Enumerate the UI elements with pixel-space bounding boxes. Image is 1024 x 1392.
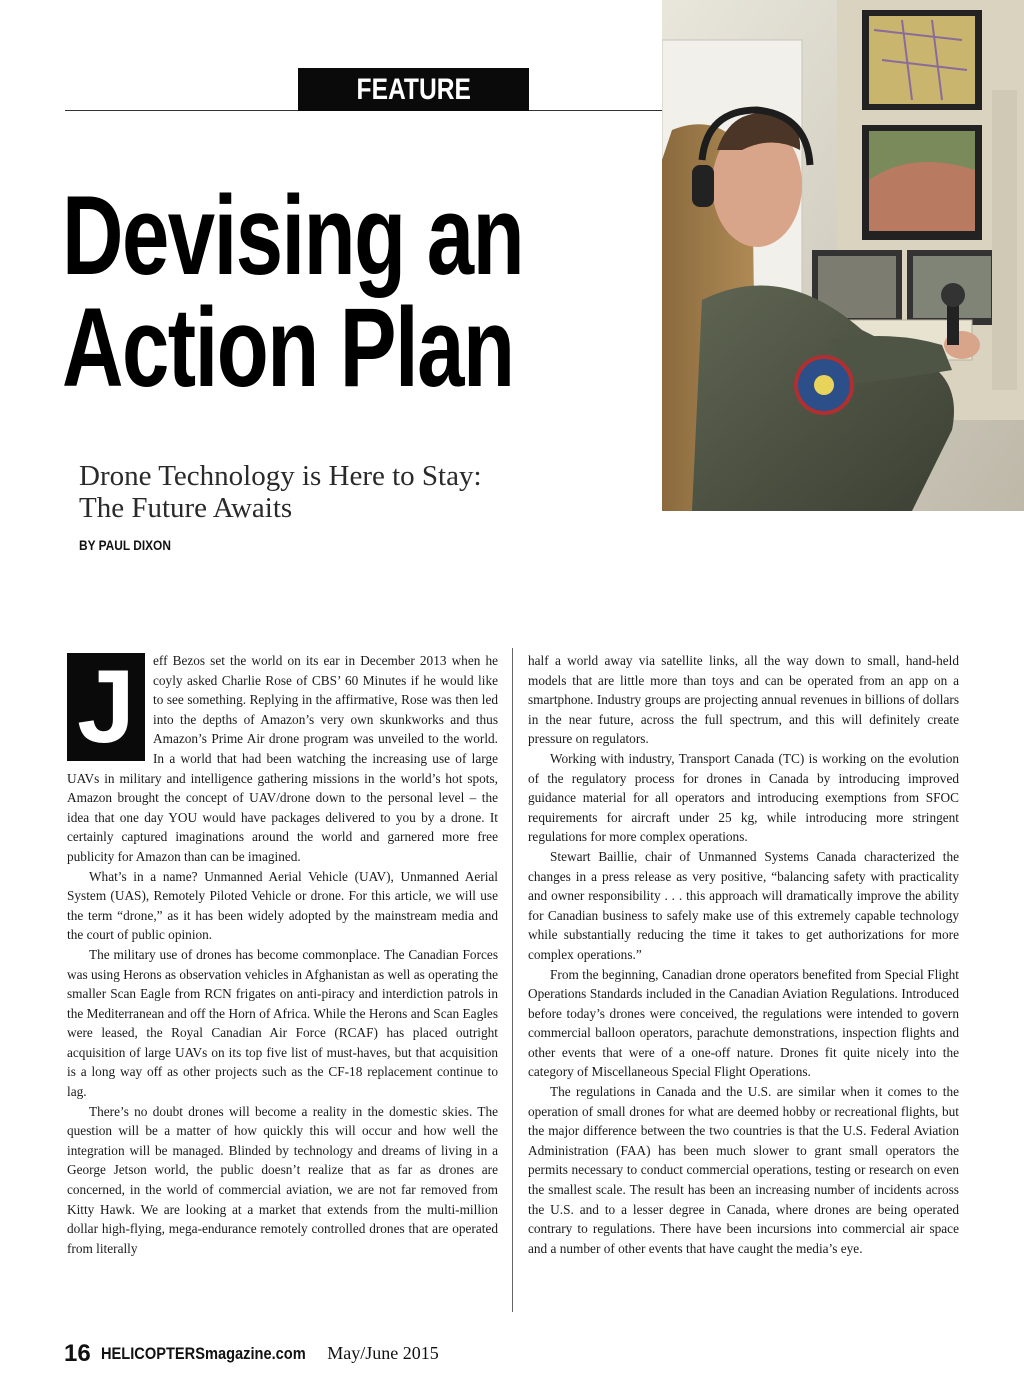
byline: BY PAUL DIXON <box>79 537 171 553</box>
paragraph: From the beginning, Canadian drone operators benefited from Special Flight Operations Standards included in the Canadian Aviation Regulations. Introduced before today’s drones were conceived, the regulations were intended to govern commercial balloon operators, parachute demonstrations, inspection flights and other events that were of a one-off nature. Drones fit quite nicely into the category of Miscellaneous Special Flight Operations. <box>528 966 959 1080</box>
article-column-left <box>67 651 498 1311</box>
page-number: 16 <box>64 1340 91 1367</box>
paragraph: half a world away via satellite links, all the way down to small, hand-held models that are little more than toys and can be operated from an app on a smartphone. Industry groups are projecting annual revenues in billions of dollars in the near future, across the full spectrum, and this will definitely create pressure on regulators. <box>528 653 959 747</box>
paragraph: eff Bezos set the world on its ear in December 2013 when he coyly asked Charlie Rose of CBS’ 60 Minutes if he would like to see something. Replying in the affirmative, Rose was then led into the depths of Amazon’s very own skunkworks and thus Amazon’s Prime Air drone program was unveiled to the world. In a world that had been watching the increasing use of large UAVs in military and intelligence gathering missions in the world’s hot spots, Amazon brought the concept of UAV/drone down to the personal level – the idea that one day YOU would have packages delivered to you by a drone. It certainly captured imaginations around the world and garnered more free publicity for Amazon than can be imagined. <box>67 653 498 864</box>
paragraph: There’s no doubt drones will become a reality in the domestic skies. The question will be a matter of how quickly this will occur and how well the integration will be managed. Blinded by technology and dreams of living in a George Jetson world, the public doesn’t realize that as far as drones are concerned, in the world of commercial aviation, we are not far removed from Kitty Hawk. We are looking at a market that extends from the multi-million dollar high-flying, mega-endurance remotely controlled drones that are operated from literally <box>67 1103 498 1256</box>
subheadline <box>79 460 639 524</box>
headline-line-1: Devising an <box>62 173 524 298</box>
paragraph: The regulations in Canada and the U.S. are similar when it comes to the operation of small drones for what are deemed hobby or recreational flights, but the major difference between the two countries is that the U.S. Federal Aviation Administration (FAA) has been much slower to grant small operators the permits necessary to conduct commercial operations, testing or research on even the smallest scale. The result has been an increasing number of incidents across the U.S. and to a lesser degree in Canada, where drones are being operated contrary to regulations. There have been incursions into commercial air space and a number of other events that have caught the media’s eye. <box>528 1084 959 1256</box>
issue-date: May/June 2015 <box>327 1343 439 1363</box>
paragraph: Working with industry, Transport Canada (TC) is working on the evolution of the regulatory process for drones in Canada by introducing improved guidance material for all operators and introducing exemptions from SFOC requirements for aircraft under 25 kg, while introducing more stringent regulations for more complex operations. <box>528 750 959 845</box>
headline-line-2: Action Plan <box>62 285 514 410</box>
drone-operator-photo <box>662 0 1024 511</box>
paragraph: Stewart Baillie, chair of Unmanned Systems Canada characterized the changes in a press release as very positive, “balancing safety with practicality and owner responsibility . . . this approach will dramatically improve the ability for Canadian business to safely make use of this extremely capable technology while substantially reducing the time it takes to get authorizations for more complex operations.” <box>528 848 959 962</box>
page-footer <box>64 1340 439 1368</box>
article-column-right <box>528 651 959 1311</box>
subheadline-line-2: The Future Awaits <box>79 492 293 524</box>
site-name: HELICOPTERSmagazine.com <box>100 1344 306 1363</box>
paragraph: What’s in a name? Unmanned Aerial Vehicle (UAV), Unmanned Aerial System (UAS), Remotely Piloted Vehicle or drone. For this article, we will use the term “drone,” as it has been widely adopted by the mainstream media and the court of public opinion. <box>67 868 498 943</box>
headline <box>62 173 662 410</box>
subheadline-line-1: Drone Technology is Here to Stay: <box>79 460 482 492</box>
section-label: FEATURE <box>298 68 529 111</box>
column-divider <box>512 648 513 1312</box>
drop-cap: J <box>67 653 145 761</box>
paragraph: The military use of drones has become commonplace. The Canadian Forces was using Herons as observation vehicles in Afghanistan as well as operating the smaller Scan Eagle from RCN frigates on anti-piracy and interdiction patrols in the Mediterranean and off the Horn of Africa. While the Herons and Scan Eagles were leased, the Royal Canadian Air Force (RCAF) has placed outright acquisition of large UAVs on its top five list of must-haves, but that acquisition is a long way off as other projects such as the CF-18 replacement continue to lag. <box>67 946 498 1100</box>
